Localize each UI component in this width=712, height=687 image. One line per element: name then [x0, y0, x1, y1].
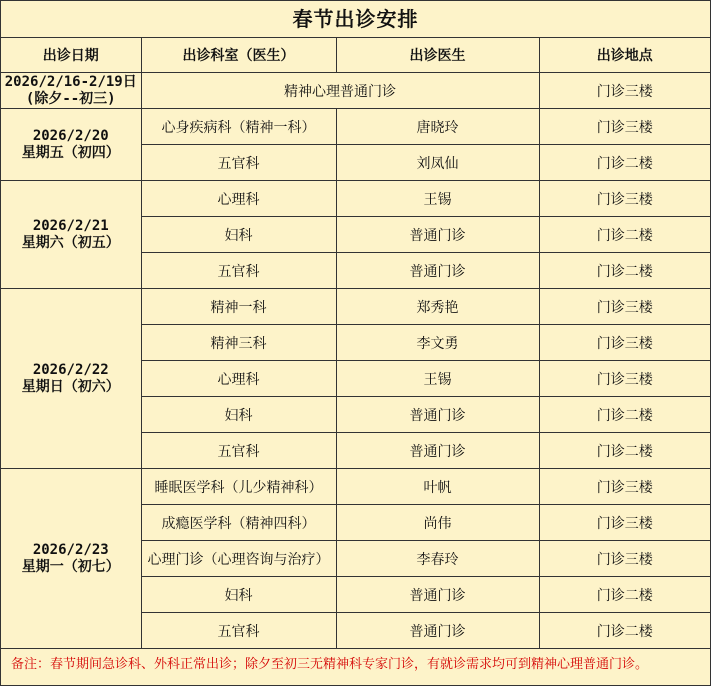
doctor-cell: 普通门诊	[336, 577, 539, 613]
doctor-cell: 普通门诊	[336, 433, 539, 469]
header-row	[1, 38, 710, 73]
location-cell: 门诊三楼	[539, 73, 710, 109]
dept-cell: 心理门诊（心理咨询与治疗）	[141, 541, 336, 577]
doctor-cell: 王锡	[336, 181, 539, 217]
doctor-cell: 叶帆	[336, 469, 539, 505]
doctor-cell: 尚伟	[336, 505, 539, 541]
doctor-cell: 王锡	[336, 361, 539, 397]
header-dept: 出诊科室（医生）	[141, 38, 336, 73]
date-cell	[1, 109, 141, 181]
header-location: 出诊地点	[539, 38, 710, 73]
location-cell: 门诊三楼	[539, 109, 710, 145]
location-cell: 门诊二楼	[539, 397, 710, 433]
header-doctor: 出诊医生	[336, 38, 539, 73]
location-cell: 门诊三楼	[539, 289, 710, 325]
date-line: 2026/2/22	[32, 361, 109, 378]
doctor-cell: 唐晓玲	[336, 109, 539, 145]
dept-cell: 五官科	[141, 613, 336, 649]
date-cell	[1, 469, 141, 649]
date-cell	[1, 181, 141, 289]
dept-cell: 心身疾病科（精神一科）	[141, 109, 336, 145]
dept-cell: 妇科	[141, 217, 336, 253]
dept-cell: 心理科	[141, 361, 336, 397]
schedule-table	[1, 38, 710, 649]
doctor-cell: 普通门诊	[336, 217, 539, 253]
dept-cell: 五官科	[141, 253, 336, 289]
dept-cell: 精神一科	[141, 289, 336, 325]
table-row	[1, 181, 710, 217]
dept-cell: 五官科	[141, 433, 336, 469]
location-cell: 门诊二楼	[539, 217, 710, 253]
weekday-line: 星期日（初六）	[21, 378, 120, 395]
location-cell: 门诊三楼	[539, 361, 710, 397]
location-cell: 门诊二楼	[539, 253, 710, 289]
doctor-cell: 普通门诊	[336, 397, 539, 433]
dept-cell: 成瘾医学科（精神四科）	[141, 505, 336, 541]
date-line: 2026/2/21	[32, 217, 109, 234]
merged-clinic-cell: 精神心理普通门诊	[141, 73, 539, 109]
date-line: 2026/2/20	[32, 127, 109, 144]
location-cell: 门诊三楼	[539, 469, 710, 505]
doctor-cell: 普通门诊	[336, 613, 539, 649]
dept-cell: 睡眠医学科（儿少精神科）	[141, 469, 336, 505]
dept-cell: 妇科	[141, 577, 336, 613]
dept-cell: 五官科	[141, 145, 336, 181]
footnote: 备注：春节期间急诊科、外科正常出诊；除夕至初三无精神科专家门诊，有就诊需求均可到精神心理普通门诊。	[11, 657, 649, 672]
page-title: 春节出诊安排	[1, 1, 710, 38]
table-row	[1, 289, 710, 325]
table-row	[1, 109, 710, 145]
date-cell	[1, 73, 141, 109]
location-cell: 门诊三楼	[539, 181, 710, 217]
table-row	[1, 469, 710, 505]
doctor-cell: 郑秀艳	[336, 289, 539, 325]
doctor-cell: 普通门诊	[336, 253, 539, 289]
date-line: 2026/2/23	[32, 541, 109, 558]
table-row	[1, 73, 710, 109]
doctor-cell: 刘凤仙	[336, 145, 539, 181]
location-cell: 门诊二楼	[539, 145, 710, 181]
location-cell: 门诊二楼	[539, 613, 710, 649]
dept-cell: 心理科	[141, 181, 336, 217]
location-cell: 门诊二楼	[539, 577, 710, 613]
date-line: 2026/2/16-2/19日	[4, 73, 137, 90]
weekday-line: 星期六（初五）	[21, 234, 120, 251]
doctor-cell: 李文勇	[336, 325, 539, 361]
location-cell: 门诊三楼	[539, 505, 710, 541]
dept-cell: 妇科	[141, 397, 336, 433]
schedule-body	[1, 73, 710, 649]
header-date: 出诊日期	[1, 38, 141, 73]
doctor-cell: 李春玲	[336, 541, 539, 577]
weekday-line: 星期一（初七）	[21, 558, 120, 575]
weekday-line: 星期五（初四）	[21, 144, 120, 161]
location-cell: 门诊二楼	[539, 433, 710, 469]
location-cell: 门诊三楼	[539, 325, 710, 361]
dept-cell: 精神三科	[141, 325, 336, 361]
date-cell	[1, 289, 141, 469]
location-cell: 门诊三楼	[539, 541, 710, 577]
weekday-line: (除夕--初三)	[25, 90, 116, 107]
